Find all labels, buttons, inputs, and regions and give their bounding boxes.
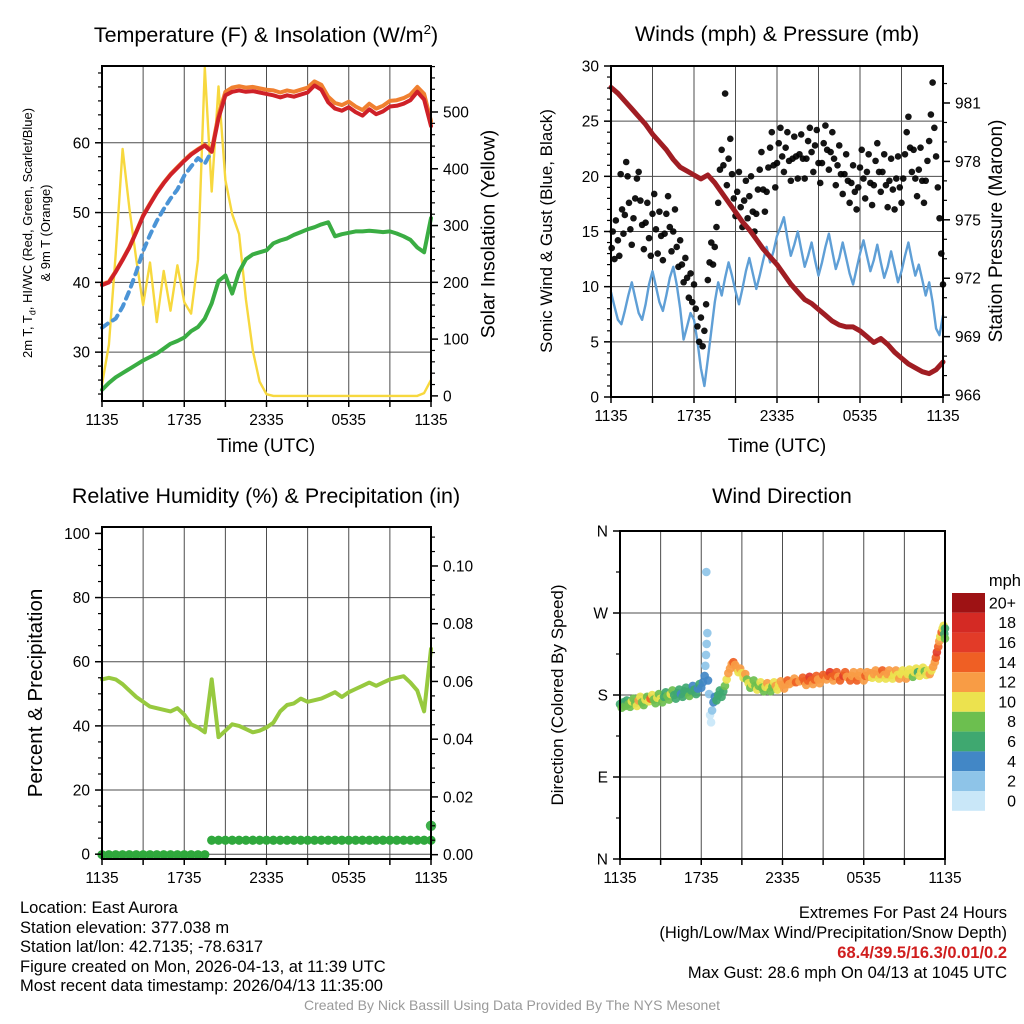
svg-text:966: 966 [955,387,981,405]
svg-text:0.00: 0.00 [443,847,474,865]
svg-text:200: 200 [443,274,469,292]
svg-text:60: 60 [72,135,90,153]
svg-text:400: 400 [443,161,469,179]
svg-text:0.02: 0.02 [443,789,474,807]
chart-winds-pressure [582,59,981,426]
svg-text:30: 30 [581,58,599,76]
ylabel-pressure-right: Station Pressure (Maroon) [986,119,1007,343]
svg-text:25: 25 [581,113,599,131]
xlabel-temperature: Time (UTC) [216,436,316,457]
xlabel-winds: Time (UTC) [727,436,827,457]
legend-label-14: 14 [998,654,1016,672]
svg-text:40: 40 [72,718,90,736]
svg-text:20: 20 [72,782,90,800]
svg-text:0535: 0535 [846,870,881,887]
chart-temperature-insolation [73,66,469,429]
svg-text:1135: 1135 [594,408,628,425]
svg-text:30: 30 [72,344,90,362]
legend-label-4: 4 [1007,753,1016,771]
title-temperature-chart [94,22,438,48]
legend-label-0: 0 [1007,793,1016,811]
svg-text:1135: 1135 [414,412,448,429]
svg-text:mph: mph [988,572,1021,590]
svg-text:100: 100 [443,331,469,349]
legend-swatch-12 [952,672,985,692]
svg-text:0535: 0535 [331,870,366,887]
svg-text:0: 0 [81,846,90,864]
legend-label-2: 2 [1007,773,1016,791]
svg-text:10: 10 [581,279,599,297]
svg-text:2335: 2335 [249,412,284,429]
svg-text:100: 100 [64,525,90,543]
ylabel-temp-line2: & 9m T (Orange) [38,184,54,282]
legend-swatch-10 [952,692,985,712]
title-temp-post: ) [431,23,439,48]
svg-text:0.10: 0.10 [443,558,474,576]
title-wind-direction-chart: Wind Direction [712,484,852,508]
ylabel-percent-left: Percent & Precipitation [24,588,47,798]
svg-text:40: 40 [72,274,90,292]
svg-text:W: W [593,605,608,623]
svg-text:1735: 1735 [676,408,712,425]
svg-text:0.06: 0.06 [443,673,474,691]
svg-text:15: 15 [581,224,599,241]
legend-label-20+: 20+ [988,595,1016,613]
svg-text:0535: 0535 [842,408,878,425]
svg-text:5: 5 [590,334,599,352]
svg-text:20: 20 [581,168,599,186]
legend-swatch-0 [952,791,985,811]
svg-text:1135: 1135 [926,408,960,425]
svg-text:60: 60 [72,654,90,672]
svg-text:0.04: 0.04 [443,731,474,749]
svg-text:1135: 1135 [85,412,119,429]
legend-swatch-14 [952,652,985,672]
svg-text:50: 50 [72,205,90,223]
station-info-block [20,899,386,997]
legend-label-10: 10 [998,694,1016,712]
credit-line: Created By Nick Bassill Using Data Provided By The NYS Mesonet [303,997,721,1013]
title-temp-pre: Temperature (F) & Insolation (W/m [93,23,424,48]
title-temp-sup: 2 [423,22,432,37]
svg-text:500: 500 [443,104,469,122]
svg-text:1135: 1135 [603,870,637,887]
legend-swatch-2 [952,771,985,791]
svg-text:1135: 1135 [85,870,119,887]
svg-text:80: 80 [72,590,90,608]
svg-text:2335: 2335 [765,870,800,887]
svg-text:N: N [596,523,608,541]
svg-text:969: 969 [955,329,981,347]
svg-text:981: 981 [955,95,981,113]
max-gust-text: Max Gust: 28.6 mph On 04/13 at 1045 UTC [687,964,1007,982]
legend-swatch-16 [952,633,985,653]
svg-text:0: 0 [590,389,599,407]
legend-label-6: 6 [1007,734,1016,751]
legend-swatch-4 [952,751,985,771]
svg-text:0535: 0535 [331,412,366,429]
legend-label-12: 12 [998,674,1016,692]
speed-colorbar-legend [952,572,1021,811]
svg-text:1135: 1135 [414,870,448,887]
svg-text:2335: 2335 [249,870,284,887]
extremes-values: 68.4/39.5/16.3/0.01/0.2 [837,944,1007,962]
svg-text:978: 978 [955,153,981,171]
station-location: Location: East Aurora [20,899,178,917]
legend-swatch-20+ [952,593,985,613]
extremes-title: Extremes For Past 24 Hours [798,904,1007,922]
ylabel-temp-post: , HI/WC (Red, Green, Scarlet/Blue) [20,107,36,311]
chart-wind-direction [593,524,961,888]
ylabel-temp-pre: 2m T, T [20,315,36,359]
legend-swatch-18 [952,613,985,633]
chart-humidity-precipitation [64,526,473,887]
station-latlon: Station lat/lon: 42.7135; -78.6317 [20,938,264,957]
ylabel-temperature-left [20,108,54,358]
svg-text:1735: 1735 [167,412,202,429]
legend-label-16: 16 [998,635,1016,652]
ylabel-direction-left: Direction (Colored By Speed) [548,584,567,806]
ylabel-temp-sub: d [27,310,38,316]
svg-text:1735: 1735 [167,870,202,887]
series-wind-chill [102,151,212,328]
title-winds-chart: Winds (mph) & Pressure (mb) [634,22,920,46]
legend-swatch-6 [952,732,985,752]
svg-text:1735: 1735 [684,870,719,887]
svg-text:2335: 2335 [759,408,795,425]
extremes-subtitle: (High/Low/Max Wind/Precipitation/Snow Depth) [659,924,1007,942]
legend-label-18: 18 [998,615,1016,633]
svg-text:300: 300 [443,218,469,236]
svg-text:E: E [597,769,608,787]
svg-text:S: S [597,687,608,705]
ylabel-wind-left: Sonic Wind & Gust (Blue, Black) [537,109,556,353]
svg-text:N: N [596,851,608,869]
legend-label-8: 8 [1007,714,1016,732]
ylabel-insolation-right: Solar Insolation (Yellow) [477,129,500,339]
legend-swatch-8 [952,712,985,732]
station-elevation: Station elevation: 377.038 m [20,918,230,937]
extremes-block [659,903,1007,983]
svg-text:975: 975 [955,212,981,230]
svg-text:1135: 1135 [928,870,962,887]
svg-text:972: 972 [955,270,981,288]
svg-text:0: 0 [443,388,452,406]
svg-text:0.08: 0.08 [443,616,474,634]
title-humidity-chart: Relative Humidity (%) & Precipitation (in) [71,484,461,508]
figure-created-timestamp: Figure created on Mon, 2026-04-13, at 11:39 UTC [20,957,386,976]
recent-data-timestamp: Most recent data timestamp: 2026/04/13 11:35:00 [20,977,383,996]
